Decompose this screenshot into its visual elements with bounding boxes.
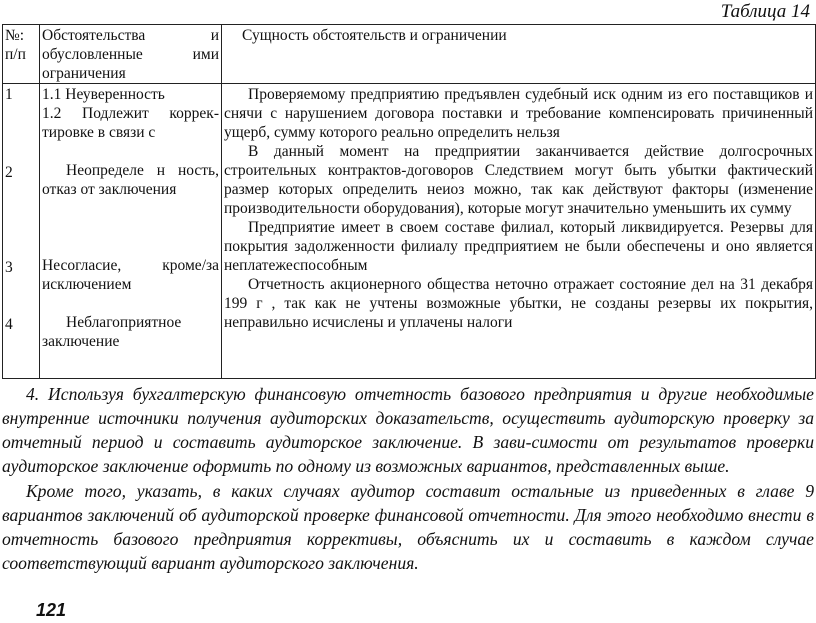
factor-item: 1.1 Неуверенность bbox=[42, 86, 165, 103]
header-number: №: п/п bbox=[3, 25, 40, 84]
factors-column bbox=[40, 84, 222, 379]
essence-column bbox=[222, 84, 816, 379]
row-number: 2 bbox=[5, 164, 13, 181]
task-paragraph: Кроме того, указать, в каких случаях аудитор составит остальные из приведенных в главе 9 вариантов заключений об аудиторской проверке финансовой отчетности. Для этого необходимо внести в отчетность базового предприятия коррективы, объяснить их и составить в каждом случае соответствующий вариант аудиторского заключения. bbox=[2, 481, 814, 573]
task-text bbox=[2, 382, 814, 575]
row-number: 1 bbox=[5, 86, 13, 103]
essence-item: В данный момент на предприятии заканчивается действие долгосрочных строительных контрактов-договоров Следствием могут быть убытки фактический размер которых определить неиоз можно, так как действуют факторы (изменение производительности оборудования), которые могут значительно уменьшить их сумму bbox=[224, 143, 813, 217]
essence-item: Проверяемому предприятию предъявлен судебный иск одним из его поставщиков и снячи с нарушением договора поставки и требование компенсировать причиненный ущерб, сумму которого реально определить нельзя bbox=[224, 86, 813, 141]
factor-item: 1.2 Подлежит коррек-тировке в связи с bbox=[42, 105, 219, 141]
header-factors: Обстоятельства и обусловленные ими ограничения bbox=[40, 25, 222, 84]
row-number: 3 bbox=[5, 259, 13, 276]
task-paragraph: 4. Используя бухгалтерскую финансовую отчетность базового предприятия и другие необходимые внутренние источники получения аудиторских доказательств, осуществить аудиторскую проверку за отчетный период и составить аудиторское заключение. В зави-симости от результатов проверки аудиторское заключение оформить по одному из возможных вариантов, представленных выше. bbox=[2, 384, 814, 476]
circumstances-table bbox=[2, 24, 816, 379]
essence-item: Предприятие имеет в своем составе филиал, который ликвидируется. Резервы для покрытия задолженности филиалу предприятием не были обеспечены и оно является неплатежеспособным bbox=[224, 219, 813, 274]
factor-item: Неблагоприятное заключение bbox=[42, 314, 182, 350]
row-number: 4 bbox=[5, 316, 13, 333]
factor-item: Неопределе н ность, отказ от заключения bbox=[42, 162, 219, 198]
essence-item: Отчетность акционерного общества неточно отражает состояние дел на 31 декабря 199 г , так как не учтены возможные убытки, не созданы резервы их покрытия, неправильно исчислены и уплачены налоги bbox=[224, 276, 813, 331]
number-column bbox=[3, 84, 40, 379]
header-essence: Сущность обстоятельств и ограничении bbox=[222, 25, 816, 84]
table-body-row bbox=[3, 84, 816, 379]
page-number: 121 bbox=[36, 600, 67, 620]
table-header-row bbox=[3, 25, 816, 84]
table-caption: Таблица 14 bbox=[720, 1, 810, 22]
factor-item: Несогласие, кроме/за исключением bbox=[42, 257, 219, 293]
